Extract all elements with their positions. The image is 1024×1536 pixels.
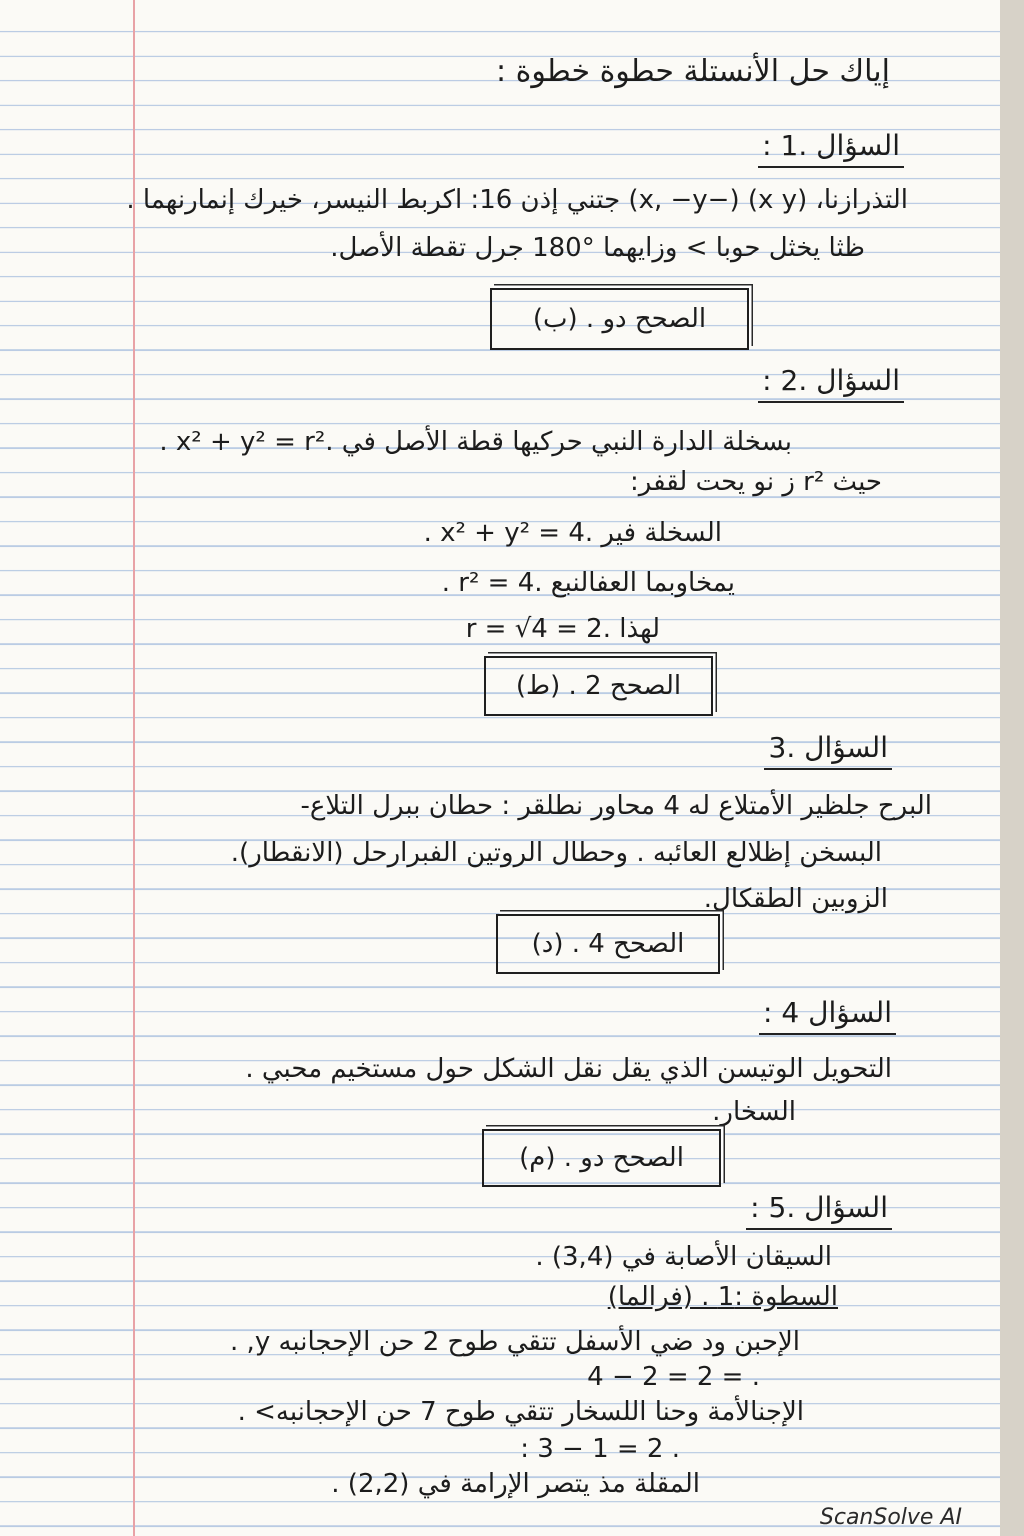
page-title: إياك حل الأنستلة حطوة خطوة :	[496, 54, 890, 89]
question-1-line-1: التذرازنا، (x y) (−x, −y) جتني إذن 16: اكربط النيسر، خيرك إنمارنهما .	[126, 185, 908, 215]
question-5-line-2: السطوة :1 . (فرالما)	[607, 1282, 838, 1312]
question-2-line-2: حيث r² ز نو يحت لقفر:	[629, 467, 882, 497]
question-1-heading: السؤال .1 :	[758, 128, 904, 168]
question-2-line-1: بسخلة الدارة النبي حركيها قطة الأصل في .x² + y² = r² .	[159, 427, 792, 457]
question-5-line-7: المقلة مذ يتصر الإرامة في (2,2) .	[331, 1469, 700, 1499]
margin-line	[133, 0, 135, 1536]
question-2-answer-box	[484, 656, 713, 716]
question-2-line-4: يمخاوبما العفالنبع .r² = 4 .	[441, 568, 735, 598]
question-1-line-2: ظثا يخثل حوبا > وزايهما °180 جرل تقطة الأصل.	[330, 233, 865, 263]
question-4-answer: الصحح دو . (م)	[519, 1143, 684, 1173]
question-3-line-2: البسخن إظلالع العائبه . وحطال الروتين الفبرارحل (الانقطار).	[230, 838, 882, 868]
question-1-answer-box	[490, 288, 749, 350]
question-5-heading: السؤال .5 :	[746, 1190, 892, 1230]
question-5-line-1: السيقان الأصابة في (3,4) .	[535, 1242, 832, 1272]
question-3-answer: الصحح 4 . (د)	[531, 929, 685, 959]
watermark-footer: ScanSolve AI	[819, 1505, 962, 1530]
question-2-answer: الصحح 2 . (ط)	[515, 671, 682, 701]
question-3-answer-box	[496, 914, 720, 974]
question-4-answer-box	[482, 1129, 721, 1187]
question-5-line-4: 4 − 2 = 2 = .	[587, 1362, 760, 1392]
question-3-heading: السؤال .3	[764, 730, 892, 770]
question-5-line-5: الإجنالأمة وحنا اللسخار تتقي طوح 7 حن الإحجانبه> .	[237, 1397, 804, 1427]
page-edge	[1000, 0, 1024, 1536]
question-5-line-3: الإحبن ود ضي الأسفل تتقي طوح 2 حن الإحجانبه y, .	[230, 1327, 800, 1357]
question-3-line-3: الزوبين الطقكال.	[703, 884, 888, 914]
question-2-line-5: لهذا .r = √4 = 2	[465, 614, 660, 644]
question-3-line-1: البرح جلظير الأمتلاع له 4 محاور نطلقر : حطان ببرل التلاع-	[300, 791, 932, 821]
question-4-heading: السؤال 4 :	[759, 995, 896, 1035]
question-2-line-3: السخلة فير .x² + y² = 4 .	[423, 518, 722, 548]
question-1-answer: الصحح دو . (ب)	[532, 304, 707, 334]
question-4-line-1: التحويل الوتيسن الذي يقل نقل الشكل حول مستخيم محبي .	[245, 1054, 892, 1084]
question-5-line-6: : 3 − 1 = 2 .	[520, 1434, 680, 1464]
question-4-line-2: السخار.	[712, 1097, 796, 1127]
question-2-heading: السؤال .2 :	[758, 363, 904, 403]
